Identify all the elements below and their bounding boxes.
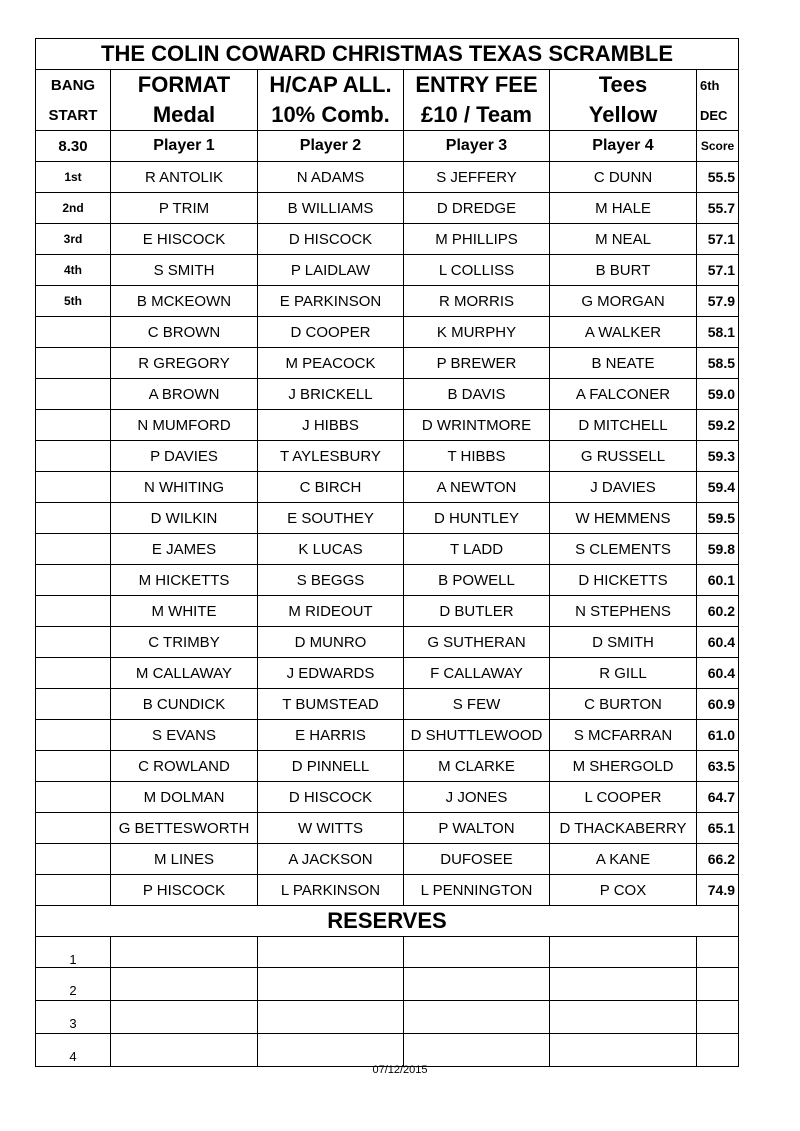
team-row bbox=[36, 410, 739, 441]
team-score: 63.5 bbox=[697, 751, 739, 782]
player-2-name: D HISCOCK bbox=[258, 782, 404, 813]
player-2-name: P LAIDLAW bbox=[258, 255, 404, 286]
player-4-name: A FALCONER bbox=[550, 379, 697, 410]
player-4-name: G MORGAN bbox=[550, 286, 697, 317]
team-row bbox=[36, 503, 739, 534]
team-row bbox=[36, 565, 739, 596]
team-row bbox=[36, 472, 739, 503]
team-position bbox=[36, 596, 111, 627]
team-position bbox=[36, 410, 111, 441]
player-1-name: C TRIMBY bbox=[111, 627, 258, 658]
player-1-name: N WHITING bbox=[111, 472, 258, 503]
team-position bbox=[36, 348, 111, 379]
player-2-name: W WITTS bbox=[258, 813, 404, 844]
player-3-name: L PENNINGTON bbox=[404, 875, 550, 906]
team-score: 60.9 bbox=[697, 689, 739, 720]
score-header: Score bbox=[697, 131, 739, 162]
player-4-name: S MCFARRAN bbox=[550, 720, 697, 751]
player-4-name: C BURTON bbox=[550, 689, 697, 720]
date-month-label: DEC bbox=[697, 100, 739, 131]
tees-value: Yellow bbox=[550, 100, 697, 131]
player-1-name: M CALLAWAY bbox=[111, 658, 258, 689]
player-4-name: C DUNN bbox=[550, 162, 697, 193]
player-3-name: D WRINTMORE bbox=[404, 410, 550, 441]
player-4-name: D SMITH bbox=[550, 627, 697, 658]
player-1-name: M HICKETTS bbox=[111, 565, 258, 596]
player-1-name: S EVANS bbox=[111, 720, 258, 751]
player-3-header: Player 3 bbox=[404, 131, 550, 162]
player-4-name: N STEPHENS bbox=[550, 596, 697, 627]
tees-label: Tees bbox=[550, 70, 697, 101]
player-3-name: K MURPHY bbox=[404, 317, 550, 348]
team-position: 5th bbox=[36, 286, 111, 317]
reserve-player-cell bbox=[404, 1001, 550, 1034]
format-value: Medal bbox=[111, 100, 258, 131]
team-position bbox=[36, 317, 111, 348]
reserve-player-cell bbox=[111, 968, 258, 1001]
player-3-name: D DREDGE bbox=[404, 193, 550, 224]
team-score: 60.4 bbox=[697, 627, 739, 658]
player-4-name: S CLEMENTS bbox=[550, 534, 697, 565]
player-4-name: B NEATE bbox=[550, 348, 697, 379]
player-1-name: A BROWN bbox=[111, 379, 258, 410]
reserve-row bbox=[36, 1034, 739, 1067]
reserve-score-cell bbox=[697, 937, 739, 968]
player-2-name: E SOUTHEY bbox=[258, 503, 404, 534]
team-row bbox=[36, 193, 739, 224]
reserves-title: RESERVES bbox=[36, 906, 739, 937]
reserve-player-cell bbox=[258, 968, 404, 1001]
player-4-name: D HICKETTS bbox=[550, 565, 697, 596]
player-1-name: N MUMFORD bbox=[111, 410, 258, 441]
team-row bbox=[36, 224, 739, 255]
player-3-name: G SUTHERAN bbox=[404, 627, 550, 658]
player-1-name: P DAVIES bbox=[111, 441, 258, 472]
player-4-name: A KANE bbox=[550, 844, 697, 875]
reserve-player-cell bbox=[111, 937, 258, 968]
player-1-name: C BROWN bbox=[111, 317, 258, 348]
player-1-name: S SMITH bbox=[111, 255, 258, 286]
team-score: 59.3 bbox=[697, 441, 739, 472]
player-4-name: J DAVIES bbox=[550, 472, 697, 503]
team-row bbox=[36, 689, 739, 720]
team-position bbox=[36, 658, 111, 689]
sheet-title: THE COLIN COWARD CHRISTMAS TEXAS SCRAMBLE bbox=[36, 39, 739, 70]
handicap-label: H/CAP ALL. bbox=[258, 70, 404, 101]
player-4-name: D THACKABERRY bbox=[550, 813, 697, 844]
player-1-header: Player 1 bbox=[111, 131, 258, 162]
reserve-player-cell bbox=[550, 968, 697, 1001]
team-row bbox=[36, 844, 739, 875]
player-3-name: J JONES bbox=[404, 782, 550, 813]
team-position bbox=[36, 813, 111, 844]
reserve-player-cell bbox=[258, 1034, 404, 1067]
team-position bbox=[36, 503, 111, 534]
team-score: 57.1 bbox=[697, 224, 739, 255]
team-row bbox=[36, 379, 739, 410]
team-score: 58.1 bbox=[697, 317, 739, 348]
player-3-name: D BUTLER bbox=[404, 596, 550, 627]
player-4-name: R GILL bbox=[550, 658, 697, 689]
team-score: 58.5 bbox=[697, 348, 739, 379]
team-row bbox=[36, 286, 739, 317]
team-score: 60.1 bbox=[697, 565, 739, 596]
player-3-name: B DAVIS bbox=[404, 379, 550, 410]
entry-fee-value: £10 / Team bbox=[404, 100, 550, 131]
handicap-value: 10% Comb. bbox=[258, 100, 404, 131]
player-1-name: R GREGORY bbox=[111, 348, 258, 379]
player-3-name: DUFOSEE bbox=[404, 844, 550, 875]
team-row bbox=[36, 720, 739, 751]
start-time: 8.30 bbox=[36, 131, 111, 162]
player-2-name: D PINNELL bbox=[258, 751, 404, 782]
player-3-name: B POWELL bbox=[404, 565, 550, 596]
reserve-number: 2 bbox=[36, 968, 111, 1001]
team-score: 59.4 bbox=[697, 472, 739, 503]
team-score: 59.2 bbox=[697, 410, 739, 441]
player-4-name: M SHERGOLD bbox=[550, 751, 697, 782]
team-row bbox=[36, 348, 739, 379]
player-2-name: L PARKINSON bbox=[258, 875, 404, 906]
team-score: 65.1 bbox=[697, 813, 739, 844]
player-4-name: B BURT bbox=[550, 255, 697, 286]
team-score: 60.4 bbox=[697, 658, 739, 689]
player-2-name: T BUMSTEAD bbox=[258, 689, 404, 720]
team-position bbox=[36, 472, 111, 503]
team-score: 57.9 bbox=[697, 286, 739, 317]
player-3-name: P BREWER bbox=[404, 348, 550, 379]
team-score: 55.7 bbox=[697, 193, 739, 224]
player-3-name: T HIBBS bbox=[404, 441, 550, 472]
team-row bbox=[36, 441, 739, 472]
team-position bbox=[36, 534, 111, 565]
team-row bbox=[36, 255, 739, 286]
team-row bbox=[36, 813, 739, 844]
reserve-player-cell bbox=[404, 937, 550, 968]
team-row bbox=[36, 534, 739, 565]
team-row bbox=[36, 596, 739, 627]
team-row bbox=[36, 751, 739, 782]
player-2-name: T AYLESBURY bbox=[258, 441, 404, 472]
player-3-name: D SHUTTLEWOOD bbox=[404, 720, 550, 751]
player-2-name: J BRICKELL bbox=[258, 379, 404, 410]
start-label: START bbox=[36, 100, 111, 131]
player-3-name: S JEFFERY bbox=[404, 162, 550, 193]
player-1-name: M WHITE bbox=[111, 596, 258, 627]
reserve-player-cell bbox=[550, 1034, 697, 1067]
player-1-name: B MCKEOWN bbox=[111, 286, 258, 317]
reserve-number: 1 bbox=[36, 937, 111, 968]
reserve-player-cell bbox=[258, 937, 404, 968]
team-row bbox=[36, 162, 739, 193]
team-position bbox=[36, 379, 111, 410]
team-score: 59.0 bbox=[697, 379, 739, 410]
reserve-row bbox=[36, 968, 739, 1001]
player-1-name: D WILKIN bbox=[111, 503, 258, 534]
player-3-name: T LADD bbox=[404, 534, 550, 565]
reserve-row bbox=[36, 937, 739, 968]
player-2-name: D COOPER bbox=[258, 317, 404, 348]
reserve-player-cell bbox=[111, 1034, 258, 1067]
player-1-name: G BETTESWORTH bbox=[111, 813, 258, 844]
team-position bbox=[36, 875, 111, 906]
player-3-name: R MORRIS bbox=[404, 286, 550, 317]
reserve-score-cell bbox=[697, 968, 739, 1001]
reserve-score-cell bbox=[697, 1001, 739, 1034]
player-1-name: E HISCOCK bbox=[111, 224, 258, 255]
player-2-name: E HARRIS bbox=[258, 720, 404, 751]
player-2-name: E PARKINSON bbox=[258, 286, 404, 317]
team-score: 60.2 bbox=[697, 596, 739, 627]
bang-label: BANG bbox=[36, 70, 111, 101]
player-1-name: C ROWLAND bbox=[111, 751, 258, 782]
player-1-name: E JAMES bbox=[111, 534, 258, 565]
team-score: 61.0 bbox=[697, 720, 739, 751]
player-1-name: P TRIM bbox=[111, 193, 258, 224]
player-3-name: M CLARKE bbox=[404, 751, 550, 782]
player-4-name: M NEAL bbox=[550, 224, 697, 255]
player-2-name: S BEGGS bbox=[258, 565, 404, 596]
player-4-name: W HEMMENS bbox=[550, 503, 697, 534]
player-3-name: S FEW bbox=[404, 689, 550, 720]
player-4-name: A WALKER bbox=[550, 317, 697, 348]
team-position bbox=[36, 689, 111, 720]
team-score: 66.2 bbox=[697, 844, 739, 875]
format-label: FORMAT bbox=[111, 70, 258, 101]
player-1-name: M DOLMAN bbox=[111, 782, 258, 813]
player-3-name: A NEWTON bbox=[404, 472, 550, 503]
player-3-name: M PHILLIPS bbox=[404, 224, 550, 255]
team-position: 4th bbox=[36, 255, 111, 286]
team-row bbox=[36, 658, 739, 689]
player-1-name: B CUNDICK bbox=[111, 689, 258, 720]
team-position bbox=[36, 565, 111, 596]
team-score: 59.8 bbox=[697, 534, 739, 565]
team-score: 55.5 bbox=[697, 162, 739, 193]
date-day-label: 6th bbox=[697, 70, 739, 101]
player-4-name: G RUSSELL bbox=[550, 441, 697, 472]
player-2-name: A JACKSON bbox=[258, 844, 404, 875]
player-2-name: J EDWARDS bbox=[258, 658, 404, 689]
player-2-name: K LUCAS bbox=[258, 534, 404, 565]
team-row bbox=[36, 627, 739, 658]
entry-fee-label: ENTRY FEE bbox=[404, 70, 550, 101]
team-position bbox=[36, 751, 111, 782]
player-2-name: M PEACOCK bbox=[258, 348, 404, 379]
player-1-name: M LINES bbox=[111, 844, 258, 875]
reserve-player-cell bbox=[550, 1001, 697, 1034]
player-2-name: B WILLIAMS bbox=[258, 193, 404, 224]
reserve-number: 3 bbox=[36, 1001, 111, 1034]
player-2-name: N ADAMS bbox=[258, 162, 404, 193]
reserve-number: 4 bbox=[36, 1034, 111, 1067]
player-1-name: R ANTOLIK bbox=[111, 162, 258, 193]
player-4-name: L COOPER bbox=[550, 782, 697, 813]
player-4-name: M HALE bbox=[550, 193, 697, 224]
team-position bbox=[36, 720, 111, 751]
reserve-player-cell bbox=[111, 1001, 258, 1034]
team-row bbox=[36, 782, 739, 813]
team-position bbox=[36, 782, 111, 813]
player-2-name: J HIBBS bbox=[258, 410, 404, 441]
team-score: 64.7 bbox=[697, 782, 739, 813]
player-2-name: D HISCOCK bbox=[258, 224, 404, 255]
player-3-name: P WALTON bbox=[404, 813, 550, 844]
team-row bbox=[36, 317, 739, 348]
team-position: 3rd bbox=[36, 224, 111, 255]
reserve-player-cell bbox=[550, 937, 697, 968]
player-3-name: F CALLAWAY bbox=[404, 658, 550, 689]
reserve-player-cell bbox=[404, 1034, 550, 1067]
team-score: 74.9 bbox=[697, 875, 739, 906]
reserve-player-cell bbox=[258, 1001, 404, 1034]
team-position bbox=[36, 627, 111, 658]
team-position: 1st bbox=[36, 162, 111, 193]
reserve-score-cell bbox=[697, 1034, 739, 1067]
player-2-name: C BIRCH bbox=[258, 472, 404, 503]
team-position bbox=[36, 844, 111, 875]
reserve-row bbox=[36, 1001, 739, 1034]
player-3-name: L COLLISS bbox=[404, 255, 550, 286]
team-score: 57.1 bbox=[697, 255, 739, 286]
player-2-name: M RIDEOUT bbox=[258, 596, 404, 627]
footer-date: 07/12/2015 bbox=[372, 1064, 428, 1076]
player-1-name: P HISCOCK bbox=[111, 875, 258, 906]
player-3-name: D HUNTLEY bbox=[404, 503, 550, 534]
player-4-header: Player 4 bbox=[550, 131, 697, 162]
team-row bbox=[36, 875, 739, 906]
reserve-player-cell bbox=[404, 968, 550, 1001]
team-position bbox=[36, 441, 111, 472]
team-score: 59.5 bbox=[697, 503, 739, 534]
player-4-name: P COX bbox=[550, 875, 697, 906]
player-2-header: Player 2 bbox=[258, 131, 404, 162]
scramble-sheet-table bbox=[35, 38, 739, 1067]
player-2-name: D MUNRO bbox=[258, 627, 404, 658]
player-4-name: D MITCHELL bbox=[550, 410, 697, 441]
team-position: 2nd bbox=[36, 193, 111, 224]
